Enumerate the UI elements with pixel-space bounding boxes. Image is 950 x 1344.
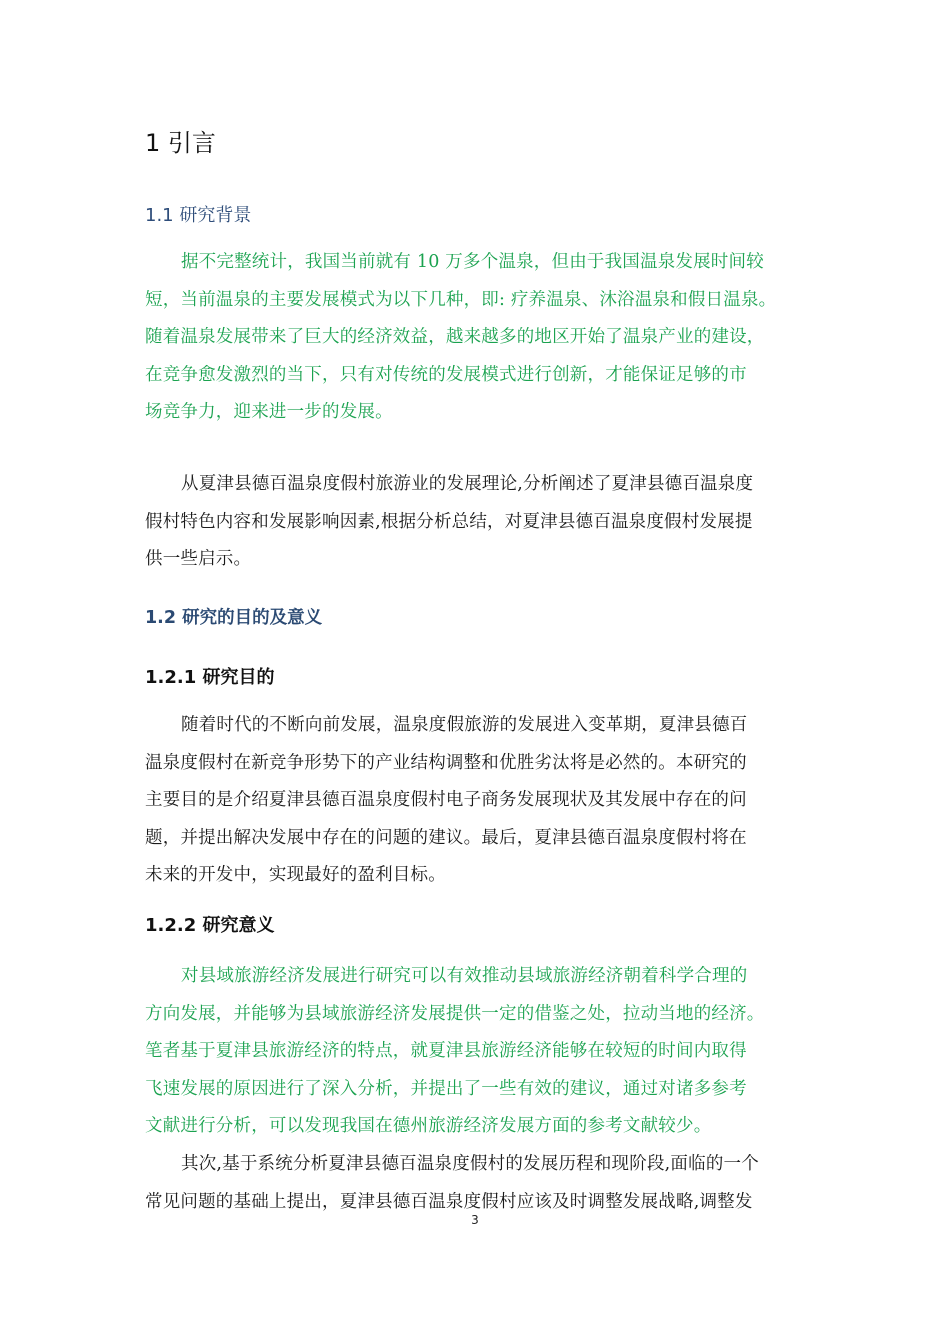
paragraph-line: 主要目的是介绍夏津县德百温泉度假村电子商务发展现状及其发展中存在的问 <box>145 790 747 811</box>
paragraph-line: 常见问题的基础上提出，夏津县德百温泉度假村应该及时调整发展战略,调整发 <box>145 1191 753 1212</box>
paragraph-line: 题，并提出解决发展中存在的问题的建议。最后，夏津县德百温泉度假村将在 <box>145 827 747 848</box>
section-heading-purpose: 1.2 研究的目的及意义 <box>145 608 323 628</box>
paragraph-line: 据不完整统计，我国当前就有 10 万多个温泉，但由于我国温泉发展时间较 <box>181 252 764 272</box>
subsection-heading-significance: 1.2.2 研究意义 <box>145 915 275 936</box>
paragraph-line: 随着温泉发展带来了巨大的经济效益，越来越多的地区开始了温泉产业的建设， <box>145 327 765 348</box>
paragraph-line: 飞速发展的原因进行了深入分析，并提出了一些有效的建议，通过对诸多参考 <box>145 1078 747 1099</box>
significance-paragraph-2 <box>145 1146 817 1221</box>
paragraph-line: 对县域旅游经济发展进行研究可以有效推动县域旅游经济朝着科学合理的 <box>181 966 748 986</box>
background-paragraph-2 <box>145 466 817 579</box>
goal-paragraph <box>145 707 817 895</box>
paragraph-line: 假村特色内容和发展影响因素,根据分析总结，对夏津县德百温泉度假村发展提 <box>145 511 753 532</box>
subsection-heading-goal: 1.2.1 研究目的 <box>145 667 275 688</box>
paragraph-line: 未来的开发中，实现最好的盈利目标。 <box>145 865 446 886</box>
paragraph-line: 短，当前温泉的主要发展模式为以下几种，即: 疗养温泉、沐浴温泉和假日温泉。 <box>145 289 777 310</box>
background-paragraph <box>145 244 817 432</box>
paragraph-line: 温泉度假村在新竞争形势下的产业结构调整和优胜劣汰将是必然的。本研究的 <box>145 752 747 773</box>
paragraph-line: 场竞争力，迎来进一步的发展。 <box>145 402 393 423</box>
chapter-heading: 1 引言 <box>145 129 216 157</box>
paragraph-line: 方向发展，并能够为县域旅游经济发展提供一定的借鉴之处，拉动当地的经济。 <box>145 1003 765 1024</box>
section-heading-background: 1.1 研究背景 <box>145 205 252 226</box>
paragraph-line: 文献进行分析，可以发现我国在德州旅游经济发展方面的参考文献较少。 <box>145 1116 712 1137</box>
paragraph-line: 供一些启示。 <box>145 549 252 570</box>
paragraph-line: 从夏津县德百温泉度假村旅游业的发展理论,分析阐述了夏津县德百温泉度 <box>181 474 754 494</box>
paragraph-line: 在竞争愈发激烈的当下，只有对传统的发展模式进行创新，才能保证足够的市 <box>145 364 747 385</box>
page-number: 3 <box>471 1213 479 1227</box>
paragraph-line: 笔者基于夏津县旅游经济的特点，就夏津县旅游经济能够在较短的时间内取得 <box>145 1041 747 1062</box>
paragraph-line: 随着时代的不断向前发展，温泉度假旅游的发展进入变革期，夏津县德百 <box>181 715 748 735</box>
paragraph-line: 其次,基于系统分析夏津县德百温泉度假村的发展历程和现阶段,面临的一个 <box>181 1154 759 1174</box>
significance-paragraph <box>145 958 817 1146</box>
